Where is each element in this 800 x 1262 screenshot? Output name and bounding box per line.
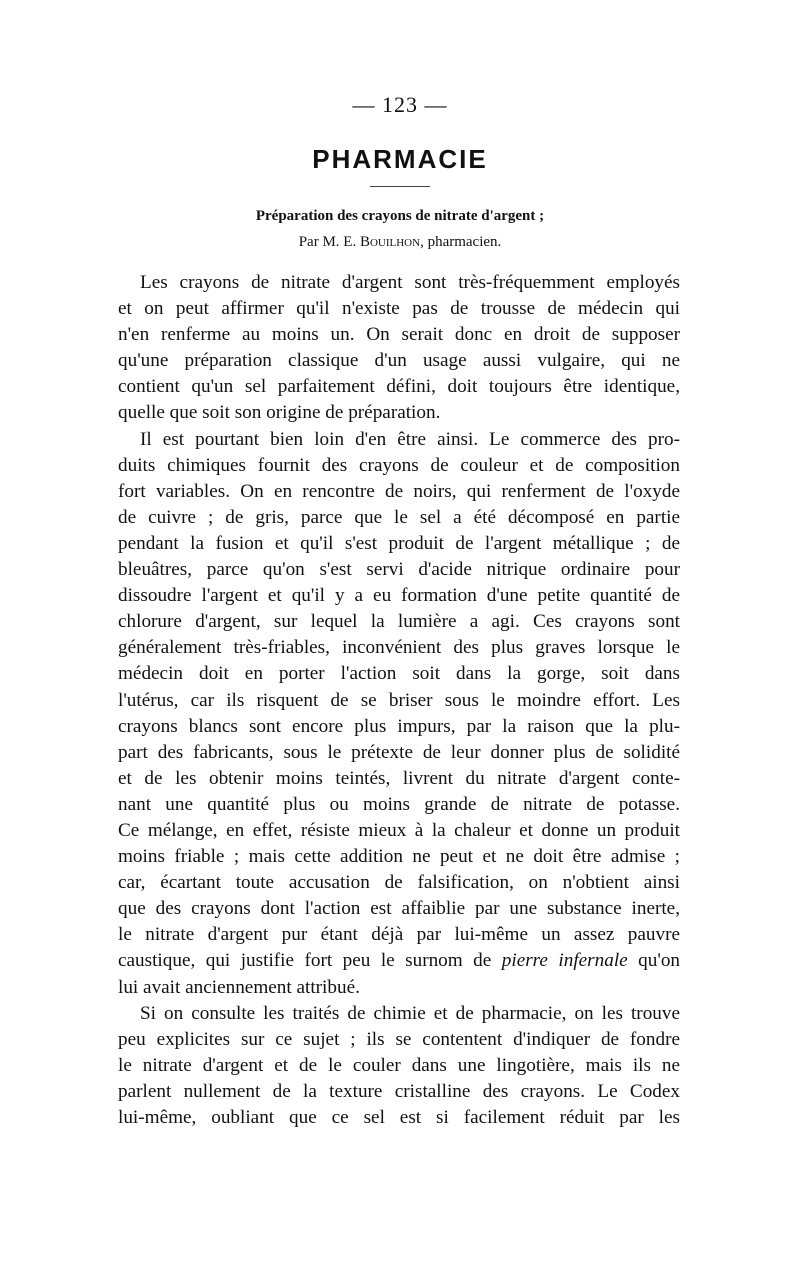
text-line: duits chimiques fournit des crayons de couleur et de composition	[118, 454, 680, 476]
text-line: le nitrate d'argent pur étant déjà par lui-même un assez pauvre	[118, 924, 680, 946]
line-text: qu'on	[627, 950, 681, 972]
title-divider	[370, 186, 430, 187]
text-line: de cuivre ; de gris, parce que le sel a été décomposé en partie	[118, 506, 680, 528]
author-name: Bouilhon	[359, 234, 421, 250]
text-line: et on peut affirmer qu'il n'existe pas de trousse de médecin qui	[118, 298, 680, 320]
text-line: quelle que soit son origine de préparation.	[118, 402, 441, 424]
text-line: parlent nullement de la texture cristalline des crayons. Le Codex	[118, 1080, 680, 1102]
text-line: le nitrate d'argent et de le couler dans une lingotière, mais ils ne	[118, 1054, 680, 1076]
paragraph-1	[118, 270, 680, 427]
text-line: médecin doit en porter l'action soit dans la gorge, soit dans	[118, 663, 680, 685]
text-line: lui avait anciennement attribué.	[118, 976, 360, 998]
text-line: Ce mélange, en effet, résiste mieux à la chaleur et donne un produit	[118, 819, 680, 841]
article-title: Préparation des crayons de nitrate d'argent ;	[255, 208, 545, 224]
text-line: n'en renferme au moins un. On serait donc en droit de supposer	[118, 324, 680, 346]
text-line: contient qu'un sel parfaitement défini, doit toujours être identique,	[118, 376, 680, 398]
section-title: PHARMACIE	[312, 144, 488, 174]
text-line: pendant la fusion et qu'il s'est produit de l'argent métallique ; de	[118, 532, 680, 554]
text-line: fort variables. On en rencontre de noirs, qui renferment de l'oxyde	[118, 480, 680, 502]
article-body	[118, 270, 680, 1131]
text-line: Il est pourtant bien loin d'en être ainsi. Le commerce des pro-	[140, 428, 680, 450]
paragraph-2	[118, 427, 680, 1001]
text-line: généralement très-friables, inconvénient des plus graves lorsque le	[118, 637, 680, 659]
text-line: crayons blancs sont encore plus impurs, par la raison que la plu-	[118, 715, 680, 737]
text-line: part des fabricants, sous le prétexte de leur donner plus de solidité	[118, 741, 680, 763]
text-line: bleuâtres, parce qu'on s'est servi d'acide nitrique ordinaire pour	[118, 559, 680, 581]
text-line: car, écartant toute accusation de falsification, on n'obtient ainsi	[118, 872, 680, 894]
author-prefix: Par M. E.	[298, 234, 360, 250]
line-text: caustique, qui justifie fort peu le surnom de	[118, 950, 502, 972]
text-line: moins friable ; mais cette addition ne peut et ne doit être admise ;	[118, 846, 680, 868]
text-line-with-italic	[118, 948, 680, 974]
page-number: — 123 —	[352, 92, 448, 117]
text-line: chlorure d'argent, sur lequel la lumière a agi. Ces crayons sont	[118, 611, 680, 633]
author-suffix: , pharmacien.	[420, 234, 502, 250]
article-author	[0, 234, 800, 251]
text-line: lui-même, oubliant que ce sel est si facilement réduit par les	[118, 1107, 680, 1128]
italic-phrase: pierre infernale	[501, 950, 628, 972]
text-line: et de les obtenir moins teintés, livrent du nitrate d'argent conte-	[118, 767, 680, 789]
text-line: que des crayons dont l'action est affaiblie par une substance inerte,	[118, 898, 680, 920]
text-line: nant une quantité plus ou moins grande de nitrate de potasse.	[118, 793, 680, 815]
text-line: qu'une préparation classique d'un usage aussi vulgaire, qui ne	[118, 350, 680, 372]
text-line: dissoudre l'argent et qu'il y a eu formation d'une petite quantité de	[118, 585, 680, 607]
text-line: Si on consulte les traités de chimie et de pharmacie, on les trouve	[140, 1002, 680, 1024]
text-line: Les crayons de nitrate d'argent sont très-fréquemment employés	[140, 272, 680, 293]
text-line: l'utérus, car ils risquent de se briser sous le moindre effort. Les	[118, 689, 680, 711]
paragraph-3	[118, 1001, 680, 1131]
text-line: peu explicites sur ce sujet ; ils se contentent d'indiquer de fondre	[118, 1028, 680, 1050]
